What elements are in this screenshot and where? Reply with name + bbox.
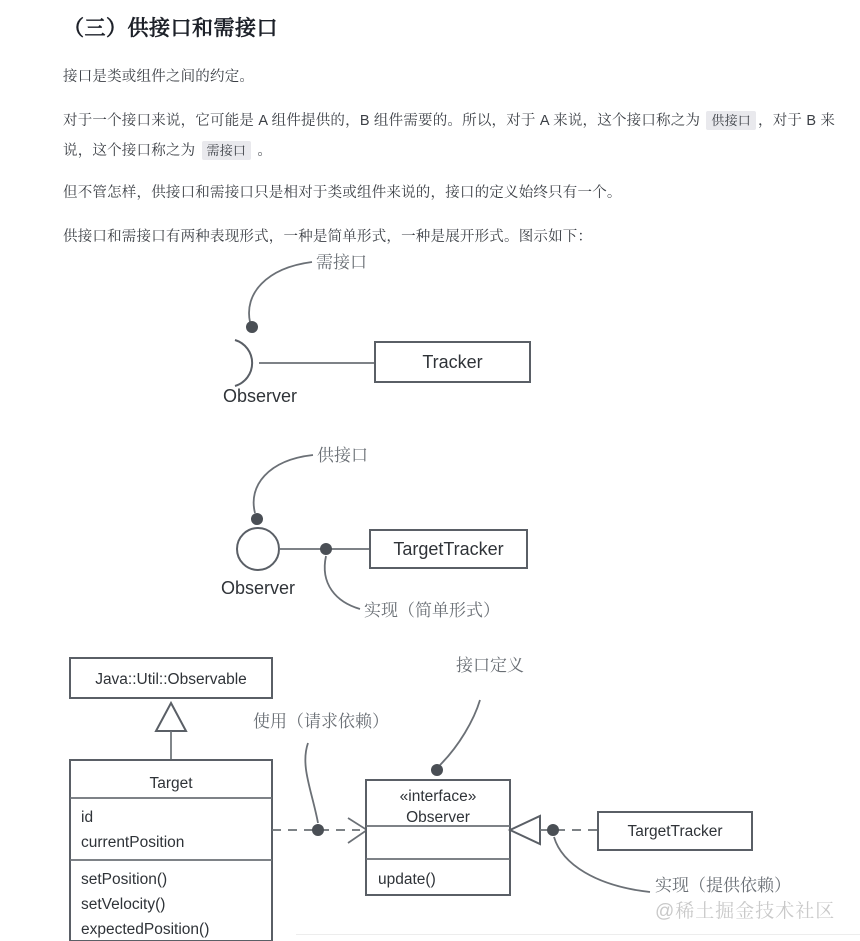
annotation-provided-interface: 供接口 <box>317 446 368 465</box>
inline-code-required-interface: 需接口 <box>202 141 252 160</box>
paragraph-relative-note: 但不管怎样，供接口和需接口只是相对于类或组件来说的，接口的定义始终只有一个。 <box>63 185 622 201</box>
class-box-target-attribute-1: currentPosition <box>81 834 185 851</box>
leader-line-interface-definition <box>440 700 480 765</box>
uml-figure <box>0 246 860 941</box>
leader-line-usage <box>305 743 318 823</box>
class-box-target-operation-2: expectedPosition() <box>81 921 210 938</box>
watermark: @稀土掘金技术社区 <box>655 901 836 922</box>
connection-dot-implementation <box>320 543 332 555</box>
class-box-tracker-label: Tracker <box>422 352 483 372</box>
leader-line-provided-interface <box>254 455 313 513</box>
annotation-implementation-simple: 实现（简单形式） <box>364 601 500 620</box>
paragraph-two-forms: 供接口和需接口有两种表现形式，一种是简单形式，一种是展开形式。图示如下： <box>63 229 593 245</box>
realization-arrowhead <box>510 816 540 844</box>
uml-figure-svg <box>0 246 860 941</box>
connection-dot-required <box>246 321 258 333</box>
class-box-target-operation-0: setPosition() <box>81 871 168 888</box>
class-box-observer-operation-0: update() <box>378 871 436 888</box>
connection-dot-interface-definition <box>431 764 443 776</box>
class-box-observer-stereotype: «interface» <box>399 788 477 805</box>
class-box-observable-label: Java::Util::Observable <box>95 671 247 688</box>
class-box-targettracker-expanded-label: TargetTracker <box>627 823 723 840</box>
class-box-observer-name: Observer <box>406 809 470 826</box>
annotation-required-interface: 需接口 <box>316 253 367 272</box>
class-box-target-name: Target <box>149 775 193 792</box>
connection-dot-usage <box>312 824 324 836</box>
annotation-usage: 使用（请求依赖） <box>253 712 389 731</box>
bottom-divider <box>296 934 860 935</box>
connection-dot-provided <box>251 513 263 525</box>
class-box-targettracker-simple-label: TargetTracker <box>393 539 504 559</box>
class-box-target-operation-1: setVelocity() <box>81 896 166 913</box>
leader-line-required-interface <box>249 262 312 322</box>
diagram-provided-interface <box>221 446 527 620</box>
annotation-interface-definition: 接口定义 <box>456 656 524 675</box>
provided-interface-ball-icon <box>237 528 279 570</box>
annotation-realization: 实现（提供依赖） <box>655 876 791 895</box>
ball-label-observer: Observer <box>220 578 296 598</box>
class-box-target-attribute-0: id <box>81 809 94 826</box>
required-interface-socket-icon <box>235 340 252 386</box>
paragraph-text-a: 对于一个接口来说，它可能是 A 组件提供的，B 组件需要的。所以，对于 A 来说，这个接口称之为 <box>63 113 705 129</box>
paragraph-definition: 接口是类或组件之间的约定。 <box>63 69 255 85</box>
page-title: （三）供接口和需接口 <box>63 17 278 40</box>
generalization-arrowhead <box>156 703 186 731</box>
socket-label-observer: Observer <box>222 386 298 406</box>
leader-line-implementation-simple <box>325 556 360 609</box>
paragraph-text-c: 。 <box>253 143 273 159</box>
paragraph-provided-required <box>63 106 853 166</box>
diagram-required-interface <box>223 253 530 406</box>
paragraph-text-b: ，对于 B 来说，这个接口称之为 <box>63 113 836 159</box>
connection-dot-realization <box>547 824 559 836</box>
inline-code-provided-interface: 供接口 <box>706 111 756 130</box>
